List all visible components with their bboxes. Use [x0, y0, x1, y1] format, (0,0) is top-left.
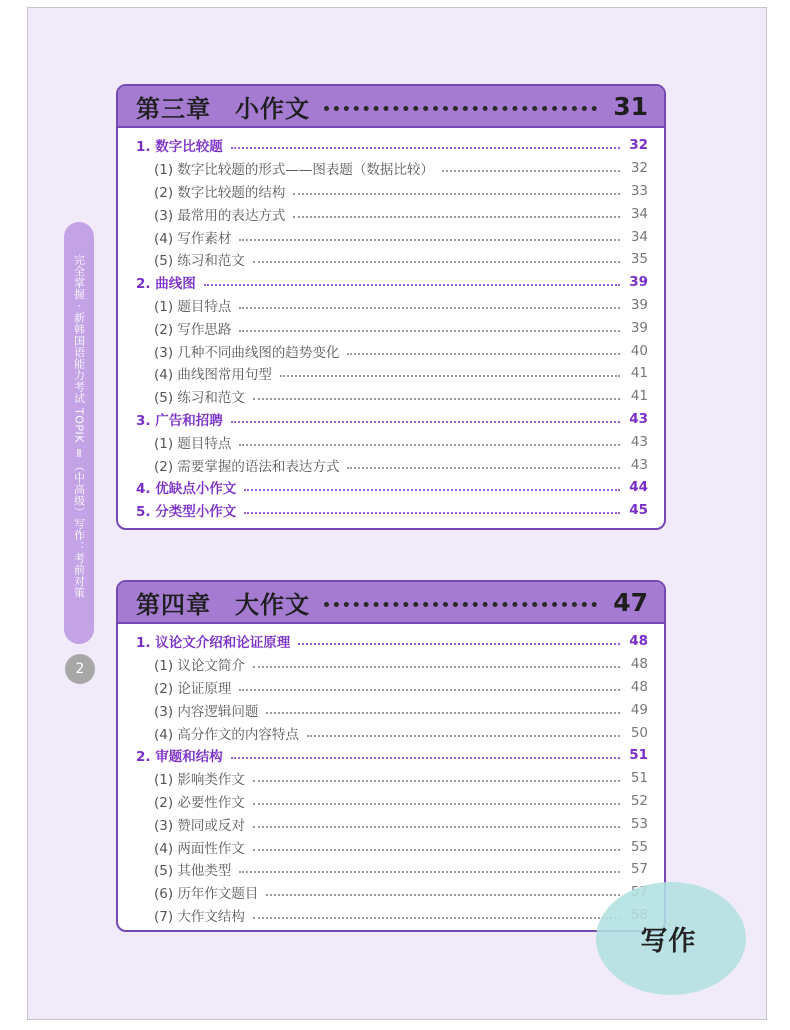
toc-entry-page: 49 [630, 701, 648, 718]
toc-subsection-entry[interactable] [136, 157, 648, 180]
toc-subsection-entry[interactable] [136, 835, 648, 858]
side-tab-book-title: 完全掌握 · 新韩国语能力考试 TOPIK Ⅱ（中高级）写作：考前对策 [72, 254, 86, 599]
toc-list [118, 624, 664, 926]
chapter-number: 第四章 [136, 590, 211, 619]
toc-leader-dots [239, 444, 620, 446]
toc-leader-dots [239, 330, 620, 332]
toc-section-entry[interactable] [136, 408, 648, 431]
toc-leader-dots [253, 849, 620, 851]
toc-subsection-entry[interactable] [136, 316, 648, 339]
toc-entry-page: 53 [630, 815, 648, 832]
toc-entry-page: 51 [630, 770, 648, 787]
toc-entry-page: 41 [630, 388, 648, 405]
toc-leader-dots [347, 353, 620, 355]
toc-entry-page: 43 [630, 456, 648, 473]
writing-badge-label: 写作 [640, 926, 697, 957]
toc-subsection-entry[interactable] [136, 180, 648, 203]
toc-subsection-entry[interactable] [136, 362, 648, 385]
toc-entry-page: 35 [630, 251, 648, 268]
toc-section-entry[interactable] [136, 744, 648, 767]
toc-entry-label: (2) 论证原理 [154, 680, 232, 697]
toc-entry-page: 39 [629, 274, 648, 291]
toc-subsection-entry[interactable] [136, 790, 648, 813]
toc-entry-label: (1) 数字比较题的形式——图表题（数据比较） [154, 162, 434, 179]
toc-entry-page: 40 [630, 342, 648, 359]
toc-subsection-entry[interactable] [136, 698, 648, 721]
toc-subsection-entry[interactable] [136, 248, 648, 271]
toc-subsection-entry[interactable] [136, 676, 648, 699]
toc-entry-page: 43 [629, 410, 648, 427]
side-tab [64, 222, 94, 644]
toc-leader-dots [231, 421, 620, 423]
toc-entry-page: 57 [630, 861, 648, 878]
toc-leader-dots [204, 284, 620, 286]
toc-entry-label: 5. 分类型小作文 [136, 504, 237, 521]
toc-entry-label: (5) 练习和范文 [154, 253, 245, 270]
chapter-title: 小作文 [235, 94, 310, 123]
toc-leader-dots [253, 826, 620, 828]
toc-entry-label: (2) 数字比较题的结构 [154, 184, 286, 201]
toc-leader-dots [266, 712, 620, 714]
toc-entry-label: 3. 广告和招聘 [136, 412, 223, 429]
toc-entry-page: 51 [629, 747, 648, 764]
toc-entry-label: (4) 曲线图常用句型 [154, 367, 272, 384]
chapter-header [118, 582, 664, 624]
toc-section-entry[interactable] [136, 271, 648, 294]
toc-leader-dots [253, 780, 620, 782]
toc-subsection-entry[interactable] [136, 339, 648, 362]
chapter-4-box [116, 580, 666, 932]
toc-entry-label: 1. 数字比较题 [136, 139, 223, 156]
toc-entry-page: 34 [630, 228, 648, 245]
toc-entry-label: (4) 两面性作文 [154, 840, 245, 857]
toc-subsection-entry[interactable] [136, 881, 648, 904]
toc-subsection-entry[interactable] [136, 653, 648, 676]
toc-leader-dots [239, 239, 620, 241]
toc-entry-page: 39 [630, 296, 648, 313]
toc-entry-page: 48 [629, 633, 648, 650]
toc-entry-label: (1) 题目特点 [154, 298, 232, 315]
toc-entry-label: (2) 必要性作文 [154, 794, 245, 811]
toc-subsection-entry[interactable] [136, 453, 648, 476]
toc-entry-page: 39 [630, 319, 648, 336]
chapter-leader-dots [324, 106, 597, 111]
toc-entry-label: (1) 题目特点 [154, 435, 232, 452]
toc-entry-label: (3) 赞同或反对 [154, 817, 245, 834]
chapter-page: 31 [613, 91, 648, 121]
toc-entry-page: 48 [630, 656, 648, 673]
toc-leader-dots [239, 871, 620, 873]
toc-subsection-entry[interactable] [136, 202, 648, 225]
chapter-title: 大作文 [235, 590, 310, 619]
toc-subsection-entry[interactable] [136, 430, 648, 453]
toc-entry-label: 2. 审题和结构 [136, 749, 223, 766]
toc-entry-page: 32 [629, 137, 648, 154]
toc-leader-dots [253, 398, 620, 400]
toc-entry-label: (6) 历年作文题目 [154, 886, 259, 903]
toc-section-entry[interactable] [136, 134, 648, 157]
toc-leader-dots [244, 512, 620, 514]
toc-subsection-entry[interactable] [136, 904, 648, 927]
toc-entry-page: 52 [630, 792, 648, 809]
toc-entry-page: 33 [630, 182, 648, 199]
toc-leader-dots [239, 689, 620, 691]
toc-subsection-entry[interactable] [136, 767, 648, 790]
toc-subsection-entry[interactable] [136, 721, 648, 744]
toc-entry-label: (3) 内容逻辑问题 [154, 703, 259, 720]
toc-leader-dots [442, 170, 620, 172]
writing-badge [596, 882, 746, 995]
toc-entry-label: 1. 议论文介绍和论证原理 [136, 635, 291, 652]
toc-entry-page: 32 [630, 160, 648, 177]
toc-section-entry[interactable] [136, 630, 648, 653]
toc-entry-label: (2) 写作思路 [154, 321, 232, 338]
toc-section-entry[interactable] [136, 499, 648, 522]
toc-entry-page: 44 [629, 479, 648, 496]
toc-subsection-entry[interactable] [136, 385, 648, 408]
toc-list [118, 128, 664, 522]
toc-entry-label: (1) 议论文简介 [154, 658, 245, 675]
toc-leader-dots [231, 147, 620, 149]
toc-entry-page: 45 [629, 502, 648, 519]
toc-leader-dots [253, 917, 620, 919]
toc-entry-label: (4) 高分作文的内容特点 [154, 726, 299, 743]
toc-leader-dots [253, 803, 620, 805]
toc-entry-page: 55 [630, 838, 648, 855]
toc-subsection-entry[interactable] [136, 812, 648, 835]
toc-entry-label: (7) 大作文结构 [154, 908, 245, 925]
chapter-3-box [116, 84, 666, 530]
chapter-leader-dots [324, 602, 597, 607]
toc-subsection-entry[interactable] [136, 294, 648, 317]
toc-entry-label: 4. 优缺点小作文 [136, 481, 237, 498]
chapter-page: 47 [613, 587, 648, 617]
toc-leader-dots [280, 375, 620, 377]
toc-entry-page: 43 [630, 433, 648, 450]
page-number-badge: 2 [65, 654, 95, 684]
toc-entry-label: (4) 写作素材 [154, 230, 232, 247]
toc-entry-label: (5) 练习和范文 [154, 390, 245, 407]
toc-entry-page: 41 [630, 365, 648, 382]
toc-leader-dots [293, 216, 620, 218]
toc-leader-dots [253, 261, 620, 263]
toc-leader-dots [231, 757, 620, 759]
chapter-number: 第三章 [136, 94, 211, 123]
toc-subsection-entry[interactable] [136, 225, 648, 248]
toc-entry-page: 34 [630, 205, 648, 222]
toc-entry-label: (5) 其他类型 [154, 863, 232, 880]
toc-entry-label: (3) 最常用的表达方式 [154, 207, 286, 224]
toc-entry-page: 50 [630, 724, 648, 741]
toc-leader-dots [298, 643, 620, 645]
toc-leader-dots [239, 307, 620, 309]
toc-leader-dots [266, 894, 620, 896]
toc-leader-dots [253, 666, 620, 668]
toc-entry-label: (2) 需要掌握的语法和表达方式 [154, 458, 340, 475]
toc-section-entry[interactable] [136, 476, 648, 499]
toc-leader-dots [347, 467, 620, 469]
toc-entry-label: 2. 曲线图 [136, 276, 196, 293]
chapter-header [118, 86, 664, 128]
toc-entry-label: (1) 影响类作文 [154, 772, 245, 789]
toc-leader-dots [307, 735, 620, 737]
toc-leader-dots [293, 193, 620, 195]
toc-entry-page: 48 [630, 678, 648, 695]
toc-leader-dots [244, 489, 620, 491]
toc-entry-label: (3) 几种不同曲线图的趋势变化 [154, 344, 340, 361]
toc-subsection-entry[interactable] [136, 858, 648, 881]
